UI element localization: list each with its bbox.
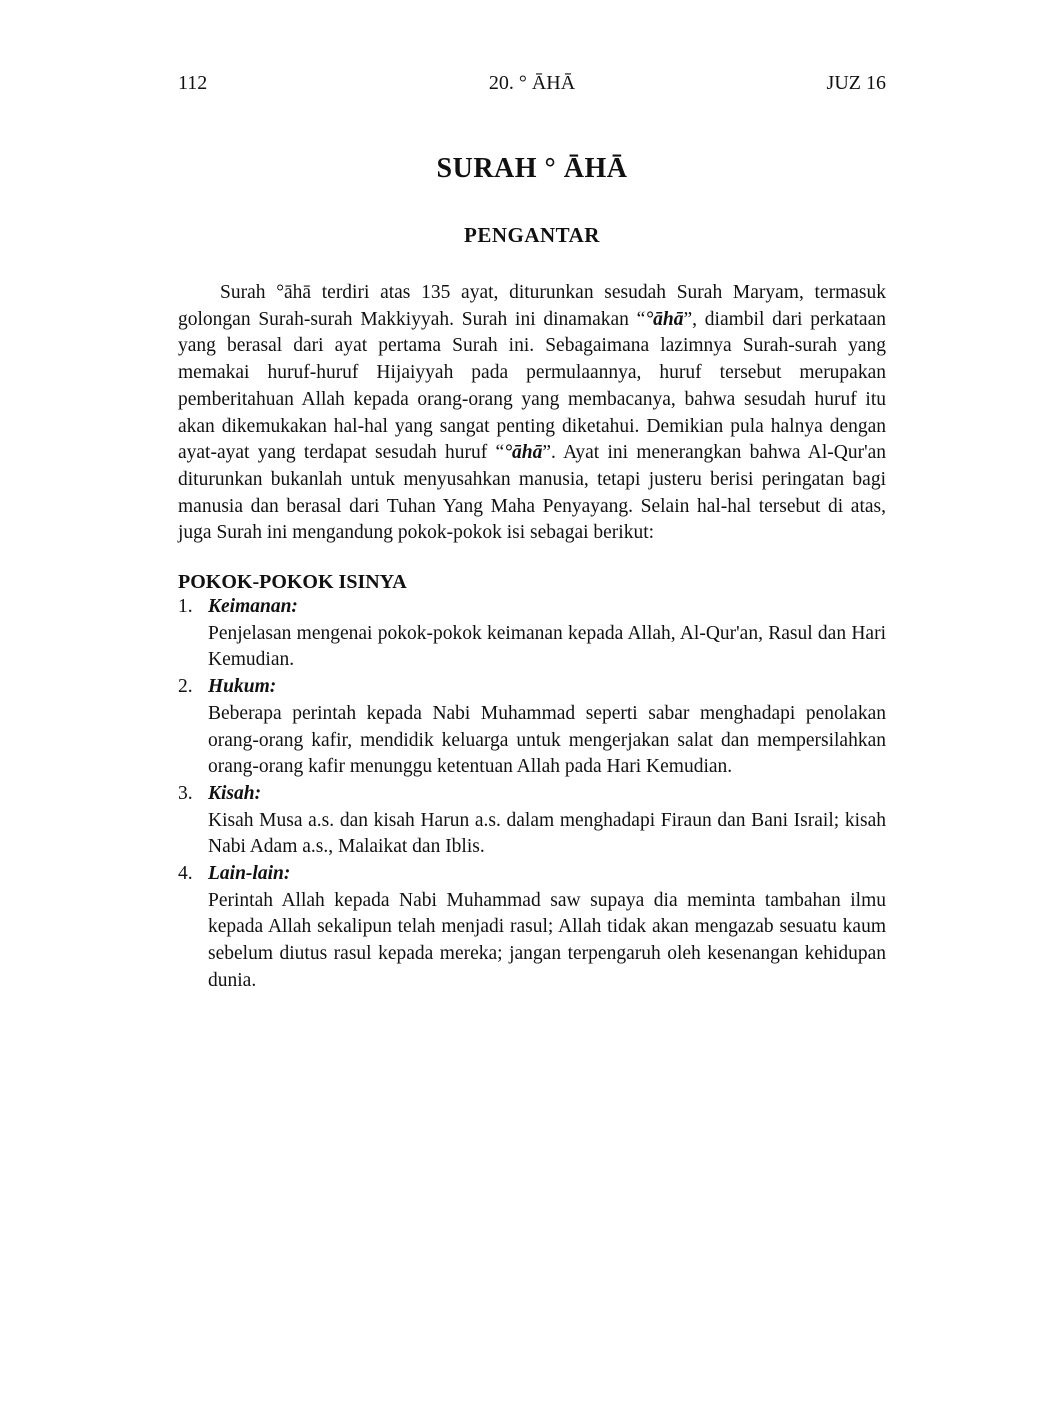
running-title: 20. ° ĀHĀ <box>488 72 576 94</box>
topic-number: 3. <box>178 782 193 804</box>
topic-number: 2. <box>178 676 193 698</box>
surah-title: SURAH ° ĀHĀ <box>436 153 628 184</box>
topic-body: Perintah Allah kepada Nabi Muhammad saw supaya dia meminta tambahan ilmu kepada Allah sekalipun telah menjadi rasul; Allah tidak akan mengazab sesuatu kaum sebelum diutus rasul kepada mereka; jangan terpengaruh oleh kesenangan kehidupan dunia. <box>208 889 886 991</box>
topic-label: Kisah: <box>208 782 262 804</box>
topic-body: Beberapa perintah kepada Nabi Muhammad seperti sabar menghadapi penolakan orang-orang kafir, mendidik keluarga untuk mengerjakan salat dan mempersilahkan orang-orang kafir menunggu ketentuan Allah pada Hari Kemudian. <box>208 702 886 778</box>
running-header <box>178 72 886 95</box>
topic-body: Kisah Musa a.s. dan kisah Harun a.s. dalam menghadapi Firaun dan Bani Israil; kisah Nabi Adam a.s., Malaikat dan Iblis. <box>208 809 886 858</box>
topic-number: 1. <box>178 596 193 618</box>
topic-label: Hukum: <box>208 676 277 698</box>
topics-list <box>178 594 886 995</box>
topic-label: Keimanan: <box>208 596 298 618</box>
topic-body: Penjelasan mengenai pokok-pokok keimanan kepada Allah, Al-Qur'an, Rasul dan Hari Kemudian. <box>208 622 886 671</box>
intro-paragraph: Surah °āhā terdiri atas 135 ayat, diturunkan sesudah Surah Maryam, termasuk golongan Surah-surah Makkiyyah. Surah ini dinamakan “°āhā”, diambil dari perkataan yang berasal dari ayat pertama Surah ini. Sebagaimana lazimnya Surah-surah yang memakai huruf-huruf Hijaiyyah pada permulaannya, huruf tersebut merupakan pemberitahuan Allah kepada orang-orang yang membacanya, bahwa sesudah huruf itu akan dikemukakan hal-hal yang sangat penting diketahui. Demikian pula halnya dengan ayat-ayat yang terdapat sesudah huruf “°āhā”. Ayat ini menerangkan bahwa Al-Qur'an diturunkan bukanlah untuk menyusahkan manusia, tetapi justeru berisi peringatan bagi manusia dan berasal dari Tuhan Yang Maha Penyayang. Selain hal-hal tersebut di atas, juga Surah ini mengandung pokok-pokok isi sebagai berikut: <box>178 282 886 544</box>
topic-item-keimanan <box>178 594 886 674</box>
topic-item-lain-lain <box>178 861 886 995</box>
topics-heading: POKOK-POKOK ISINYA <box>178 571 407 594</box>
topic-item-kisah <box>178 781 886 861</box>
topic-label: Lain-lain: <box>208 863 291 885</box>
topic-item-hukum <box>178 674 886 781</box>
section-subtitle: PENGANTAR <box>464 223 600 247</box>
juz-label: JUZ 16 <box>826 72 886 94</box>
page-number: 112 <box>178 72 208 94</box>
topic-number: 4. <box>178 863 193 885</box>
